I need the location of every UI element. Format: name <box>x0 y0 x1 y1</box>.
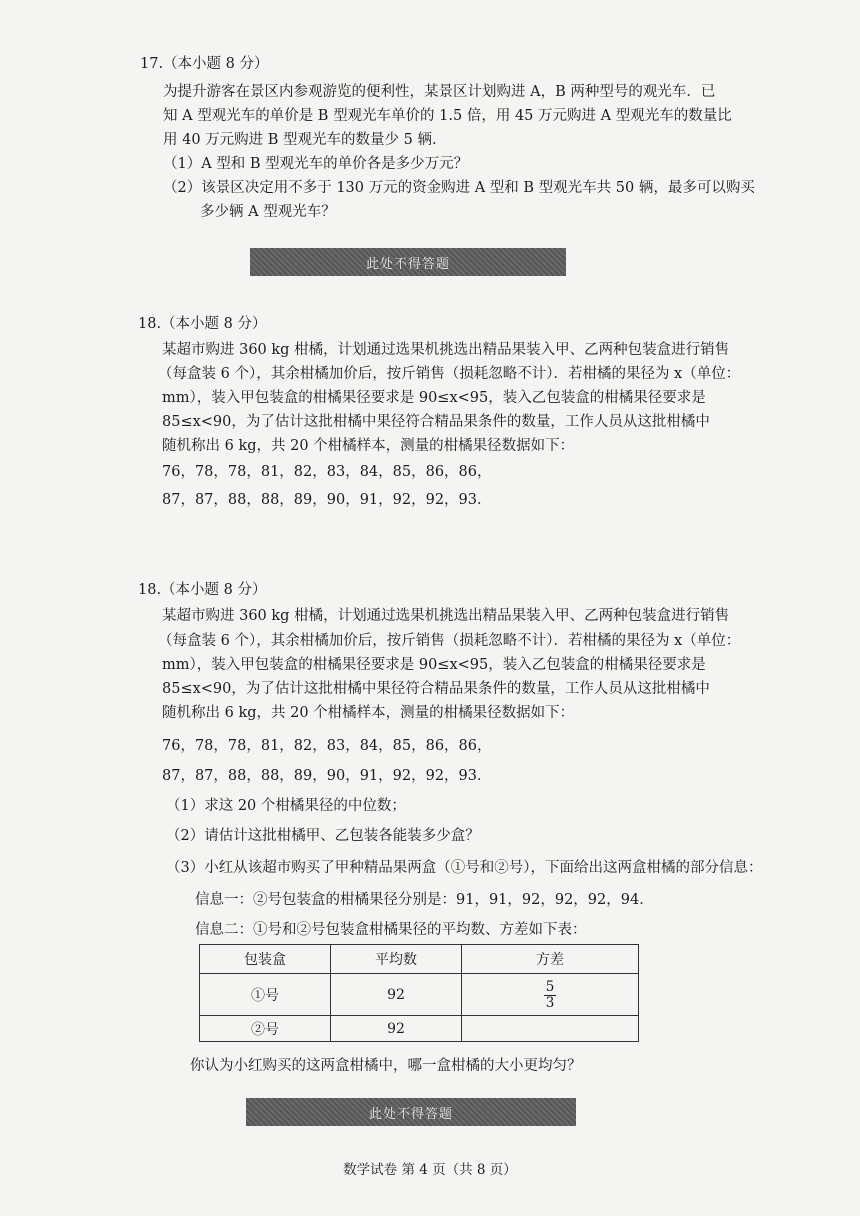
q18-sub-1: （1）求这 20 个柑橘果径的中位数； <box>166 798 406 814</box>
q18-line-2: （每盒装 6 个），其余柑橘加价后，按斤销售（损耗忽略不计）．若柑橘的果径为 x（单位： <box>158 633 741 649</box>
table-cell-mean-1: 92 <box>331 974 462 1016</box>
q17-sub-2-cont: 多少辆 A 型观光车？ <box>200 204 336 220</box>
q17-line-1: 为提升游客在景区内参观游览的便利性，某景区计划购进 A，B 两种型号的观光车．已 <box>163 84 716 100</box>
q18-line-1: 某超市购进 360 kg 柑橘，计划通过选果机挑选出精品果装入甲、乙两种包装盒进行销售 <box>162 608 730 624</box>
table-cell-box-1: ①号 <box>200 974 331 1016</box>
table-cell-box-2: ②号 <box>200 1016 331 1042</box>
q17-number: 17.（本小题 8 分） <box>140 56 269 72</box>
q18a-line-3: mm），装入甲包装盒的柑橘果径要求是 90≤x<95，装入乙包装盒的柑橘果径要求是 <box>162 390 706 406</box>
q18-line-3: mm），装入甲包装盒的柑橘果径要求是 90≤x<95，装入乙包装盒的柑橘果径要求是 <box>162 657 706 673</box>
table-cell-variance-2 <box>462 1016 639 1042</box>
q17-line-2: 知 A 型观光车的单价是 B 型观光车单价的 1.5 倍，用 45 万元购进 A 型观光车的数量比 <box>163 108 732 124</box>
q18a-number: 18.（本小题 8 分） <box>138 316 267 332</box>
q18-sub-3: （3）小红从该超市购买了甲种精品果两盒（①号和②号），下面给出这两盒柑橘的部分信息： <box>166 860 763 876</box>
no-answer-banner-2: 此处不得答题 <box>246 1098 576 1126</box>
table-header-row <box>200 945 639 974</box>
table-header-box: 包装盒 <box>200 945 331 974</box>
table-cell-variance-1 <box>462 974 639 1016</box>
q17-sub-1: （1）A 型和 B 型观光车的单价各是多少万元？ <box>163 156 469 172</box>
q18a-line-4: 85≤x<90，为了估计这批柑橘中果径符合精品果条件的数量，工作人员从这批柑橘中 <box>162 414 710 430</box>
table-header-variance: 方差 <box>462 945 639 974</box>
q18-number: 18.（本小题 8 分） <box>138 582 267 598</box>
q17-sub-2: （2）该景区决定用不多于 130 万元的资金购进 A 型和 B 型观光车共 50 辆，最多可以购买 <box>163 180 755 196</box>
info-table <box>199 944 639 1042</box>
table-row <box>200 1016 639 1042</box>
q18-data-1: 76，78，78，81，82，83，84，85，86，86， <box>162 738 492 754</box>
variance-numerator: 5 <box>545 979 555 996</box>
no-answer-banner-1: 此处不得答题 <box>250 248 566 276</box>
variance-fraction <box>544 980 557 1009</box>
q18a-line-5: 随机称出 6 kg，共 20 个柑橘样本，测量的柑橘果径数据如下： <box>162 438 575 454</box>
variance-denominator: 3 <box>545 994 555 1011</box>
q17-line-3: 用 40 万元购进 B 型观光车的数量少 5 辆． <box>163 132 447 148</box>
q18a-data-1: 76，78，78，81，82，83，84，85，86，86， <box>162 464 492 480</box>
q18-sub-2: （2）请估计这批柑橘甲、乙包装各能装多少盒？ <box>166 828 480 844</box>
q18-info-2: 信息二：①号和②号包装盒柑橘果径的平均数、方差如下表： <box>195 922 587 938</box>
q18-info-1: 信息一：②号包装盒的柑橘果径分别是：91，91，92，92，92，94． <box>195 892 654 908</box>
q18a-line-1: 某超市购进 360 kg 柑橘，计划通过选果机挑选出精品果装入甲、乙两种包装盒进行销售 <box>162 342 730 358</box>
q18-line-5: 随机称出 6 kg，共 20 个柑橘样本，测量的柑橘果径数据如下： <box>162 705 575 721</box>
q18-question: 你认为小红购买的这两盒柑橘中，哪一盒柑橘的大小更均匀？ <box>190 1058 582 1074</box>
q18-data-2: 87，87，88，88，89，90，91，92，92，93． <box>162 768 492 784</box>
q18-line-4: 85≤x<90，为了估计这批柑橘中果径符合精品果条件的数量，工作人员从这批柑橘中 <box>162 681 710 697</box>
q18a-data-2: 87，87，88，88，89，90，91，92，92，93． <box>162 492 492 508</box>
table-cell-mean-2: 92 <box>331 1016 462 1042</box>
table-row <box>200 974 639 1016</box>
q18a-line-2: （每盒装 6 个），其余柑橘加价后，按斤销售（损耗忽略不计）．若柑橘的果径为 x（单位： <box>158 366 741 382</box>
table-header-mean: 平均数 <box>331 945 462 974</box>
page-footer: 数学试卷 第 4 页（共 8 页） <box>343 1162 517 1178</box>
